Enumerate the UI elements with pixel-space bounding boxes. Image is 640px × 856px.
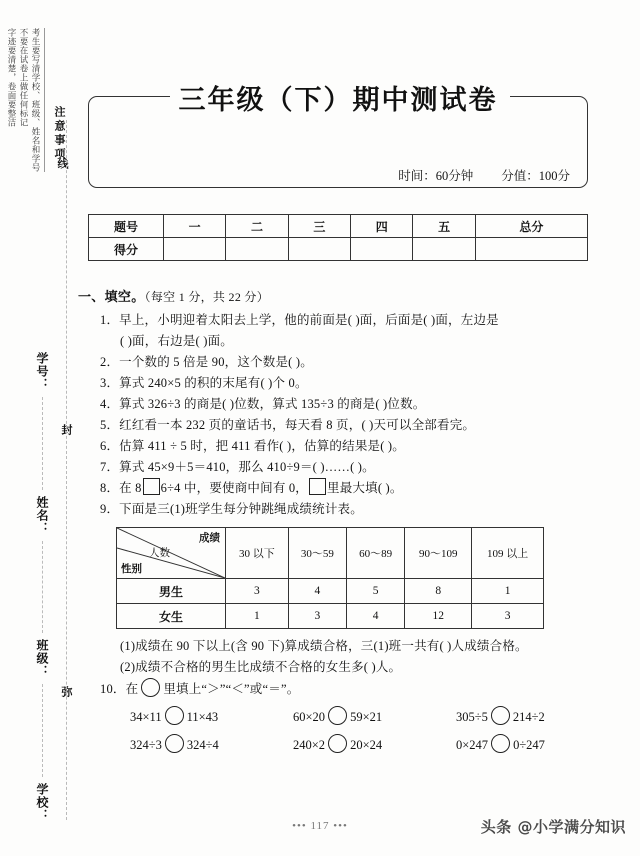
notice-line: 不要在试卷上做任何标记: [19, 28, 29, 127]
question-1-line2: ( )面，右边是( )面。: [120, 334, 234, 348]
stats-col-4: 90～109: [405, 528, 472, 579]
answer-circle-icon[interactable]: [328, 734, 347, 753]
notice-lines: [6, 28, 45, 172]
field-student-number: 学号：: [35, 352, 49, 391]
comparison-item: [456, 706, 619, 725]
exam-total-score: 分值：100分: [501, 169, 570, 183]
comparison-item: [293, 734, 456, 753]
stats-col-1: 30 以下: [226, 528, 289, 579]
stats-cell-girls-4: 12: [405, 604, 472, 629]
student-id-fields: [34, 352, 51, 822]
score-cell-2[interactable]: [226, 238, 288, 261]
question-9-sub1: (1)成绩在 90 下以上(含 90 下)算成绩合格，三(1)班一共有( )人成绩合格。: [120, 639, 528, 653]
compare-right: 11×43: [186, 710, 219, 724]
comparison-row: [130, 706, 620, 725]
answer-box-icon[interactable]: [143, 478, 160, 495]
page-number: ••• 117 •••: [292, 820, 348, 832]
title-banner: [88, 85, 588, 188]
exam-content: [78, 286, 624, 762]
seal-line-char: 线: [56, 158, 68, 169]
corner-label-count: 人数: [149, 548, 170, 559]
score-col-total: 总分: [475, 215, 587, 238]
seal-feng-char: 封: [60, 424, 72, 435]
field-class: 班级：: [35, 639, 49, 679]
answer-circle-icon[interactable]: [141, 678, 160, 697]
left-margin: [0, 0, 78, 856]
watermark: 头条 @小学满分知识: [480, 818, 626, 836]
stats-col-5: 109 以上: [472, 528, 544, 579]
score-col-3: 三: [288, 215, 350, 238]
exam-duration: 时间：60分钟: [398, 169, 474, 183]
stats-cell-girls-1: 1: [226, 604, 289, 629]
seal-mi-char: 弥: [60, 686, 72, 697]
question-10-intro: [100, 678, 624, 700]
stats-cell-girls-5: 3: [472, 604, 544, 629]
question-8-prefix: 8．在 8: [100, 481, 142, 495]
table-row: [117, 604, 544, 629]
field-divider: [42, 541, 43, 634]
answer-circle-icon[interactable]: [165, 734, 184, 753]
question-4: 4．算式 326÷3 的商是( )位数，算式 135÷3 的商是( )位数。: [100, 397, 426, 411]
compare-left: 324÷3: [130, 738, 162, 752]
question-1-line1: 1．早上，小明迎着太阳去上学，他的前面是( )面，后面是( )面，左边是: [100, 313, 499, 327]
question-6: 6．估算 411 ÷ 5 时，把 411 看作( )，估算的结果是( )。: [100, 439, 405, 453]
compare-left: 305÷5: [456, 710, 488, 724]
notice-line: 字迹要清楚，卷面要整洁: [7, 28, 17, 127]
field-school: 学校：: [35, 783, 49, 823]
compare-right: 20×24: [350, 738, 383, 752]
answer-box-icon[interactable]: [309, 478, 326, 495]
question-7: 7．算式 45×9＋5＝410，那么 410÷9＝( )……( )。: [100, 460, 375, 474]
comparison-item: [456, 734, 619, 753]
field-name: 姓名：: [35, 495, 49, 535]
section-title: 一、填空。: [78, 289, 145, 304]
score-row-label-number: 题号: [89, 215, 164, 238]
score-row-label-points: 得分: [89, 238, 164, 261]
score-summary-table: [88, 214, 588, 261]
stats-corner-header: [117, 528, 226, 579]
corner-label-sex: 性别: [121, 564, 142, 575]
compare-left: 240×2: [293, 738, 326, 752]
stats-row-label-girls: 女生: [117, 604, 226, 629]
question-5: 5．红红看一本 232 页的童话书，每天看 8 页，( )天可以全部看完。: [100, 418, 476, 432]
question-10-prefix: 10．在: [100, 682, 139, 696]
answer-circle-icon[interactable]: [491, 734, 510, 753]
compare-left: 0×247: [456, 738, 489, 752]
notice-line: 考生要写清学校、班级、姓名和学号: [31, 28, 41, 172]
comparison-item: [130, 734, 293, 753]
question-2: 2．一个数的 5 倍是 90，这个数是( )。: [100, 355, 313, 369]
stats-row-label-boys: 男生: [117, 579, 226, 604]
question-10-suffix: 里填上“＞”“＜”或“＝”。: [163, 682, 300, 696]
stats-cell-boys-2: 4: [288, 579, 346, 604]
stats-col-3: 60～89: [346, 528, 404, 579]
score-col-4: 四: [351, 215, 413, 238]
stats-cell-girls-2: 3: [288, 604, 346, 629]
question-8-suffix: 里最大填( )。: [327, 481, 403, 495]
question-3: 3．算式 240×5 的积的末尾有( )个 0。: [100, 376, 308, 390]
score-cell-1[interactable]: [164, 238, 226, 261]
question-8-mid: 6÷4 中，要使商中间有 0，: [160, 481, 309, 495]
section-heading: [78, 286, 624, 305]
score-cell-5[interactable]: [413, 238, 475, 261]
comparison-grid: [130, 706, 620, 753]
score-col-1: 一: [164, 215, 226, 238]
comparison-item: [293, 706, 456, 725]
stats-cell-boys-1: 3: [226, 579, 289, 604]
score-col-5: 五: [413, 215, 475, 238]
notice-block: [6, 28, 67, 172]
table-row: [117, 528, 544, 579]
compare-right: 59×21: [350, 710, 383, 724]
table-row: [117, 579, 544, 604]
stats-cell-boys-3: 5: [346, 579, 404, 604]
score-col-2: 二: [226, 215, 288, 238]
stats-cell-boys-4: 8: [405, 579, 472, 604]
comparison-item: [130, 706, 293, 725]
notice-title: 注意事项: [53, 106, 65, 162]
stats-col-2: 30～59: [288, 528, 346, 579]
compare-right: 324÷4: [186, 738, 219, 752]
table-row: [89, 215, 588, 238]
score-cell-total[interactable]: [475, 238, 587, 261]
page-footer: [0, 816, 640, 846]
answer-circle-icon[interactable]: [165, 706, 184, 725]
question-8: [100, 478, 624, 499]
answer-circle-icon[interactable]: [328, 706, 347, 725]
comparison-row: [130, 734, 620, 753]
compare-right: 214÷2: [512, 710, 545, 724]
question-9-sub2: (2)成绩不合格的男生比成绩不合格的女生多( )人。: [120, 660, 402, 674]
answer-circle-icon[interactable]: [491, 706, 510, 725]
score-cell-4[interactable]: [351, 238, 413, 261]
question-9-intro: 9．下面是三(1)班学生每分钟跳绳成绩统计表。: [100, 502, 363, 516]
seal-dashed-rail: [66, 120, 67, 820]
stats-cell-girls-3: 4: [346, 604, 404, 629]
field-divider: [42, 397, 43, 490]
jump-rope-stats-table-wrap: [116, 527, 544, 629]
stats-cell-boys-5: 1: [472, 579, 544, 604]
field-divider: [42, 684, 43, 777]
compare-left: 34×11: [130, 710, 162, 724]
compare-left: 60×20: [293, 710, 326, 724]
corner-label-score: 成绩: [199, 533, 220, 544]
compare-right: 0÷247: [513, 738, 545, 752]
jump-rope-stats-table: [116, 527, 544, 629]
page-title: 三年级（下）期中测试卷: [178, 85, 498, 116]
score-cell-3[interactable]: [288, 238, 350, 261]
section-points: （每空 1 分，共 22 分）: [144, 290, 270, 304]
exam-meta: [398, 166, 570, 184]
table-row: [89, 238, 588, 261]
